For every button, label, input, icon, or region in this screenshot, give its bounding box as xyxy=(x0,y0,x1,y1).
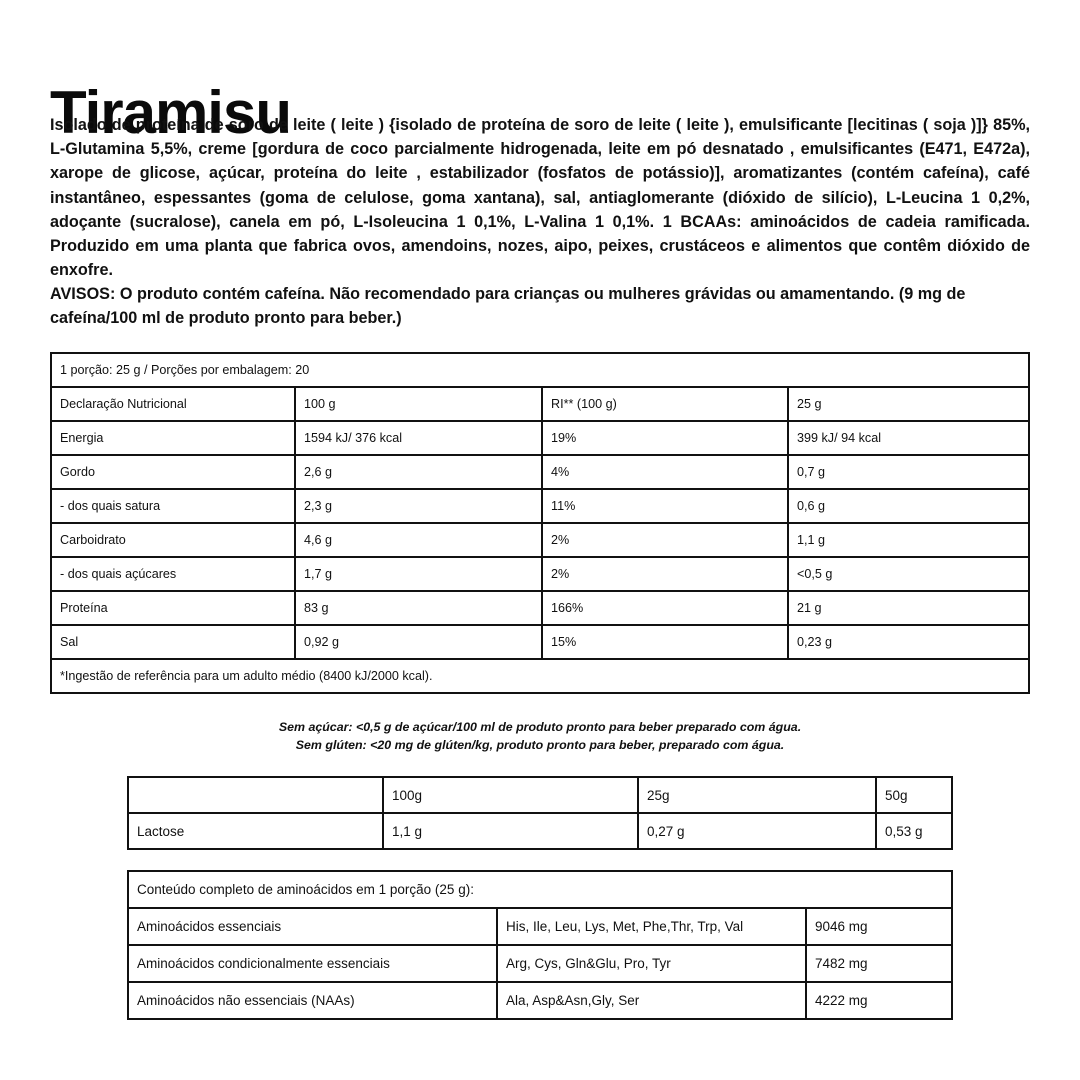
table-row xyxy=(128,813,952,849)
table-row xyxy=(51,489,1029,523)
product-title: Tiramisu xyxy=(50,79,291,147)
amino-caption-row xyxy=(128,871,952,908)
lactose-header-row xyxy=(128,777,952,813)
value-25g: 0,23 g xyxy=(788,625,1029,659)
serving-info: 1 porção: 25 g / Porções por embalagem: 20 xyxy=(51,353,1029,387)
nutrient-name: Energia xyxy=(51,421,295,455)
value-100g: 83 g xyxy=(295,591,542,625)
lactose-table xyxy=(127,776,953,850)
header-cell: 50g xyxy=(876,777,952,813)
value-25g: 0,7 g xyxy=(788,455,1029,489)
lactose-50g: 0,53 g xyxy=(876,813,952,849)
value-25g: 399 kJ/ 94 kcal xyxy=(788,421,1029,455)
lactose-100g: 1,1 g xyxy=(383,813,638,849)
gluten-free-note: Sem glúten: <20 mg de glúten/kg, produto pronto para beber, preparado com água. xyxy=(295,738,785,752)
table-row xyxy=(51,625,1029,659)
amino-list: Ala, Asp&Asn,Gly, Ser xyxy=(497,982,806,1019)
header-cell: Declaração Nutricional xyxy=(51,387,295,421)
value-ri: 11% xyxy=(542,489,788,523)
amino-amount: 4222 mg xyxy=(806,982,952,1019)
nutrient-name: Gordo xyxy=(51,455,295,489)
table-row xyxy=(51,523,1029,557)
table-row xyxy=(51,591,1029,625)
nutrient-name: Proteína xyxy=(51,591,295,625)
value-ri: 2% xyxy=(542,557,788,591)
value-100g: 2,3 g xyxy=(295,489,542,523)
lactose-label: Lactose xyxy=(128,813,383,849)
value-25g: <0,5 g xyxy=(788,557,1029,591)
serving-info-row xyxy=(51,353,1029,387)
value-25g: 0,6 g xyxy=(788,489,1029,523)
value-100g: 4,6 g xyxy=(295,523,542,557)
nutrient-name: Carboidrato xyxy=(51,523,295,557)
header-cell: 25 g xyxy=(788,387,1029,421)
value-25g: 1,1 g xyxy=(788,523,1029,557)
table-row xyxy=(51,557,1029,591)
header-cell: RI** (100 g) xyxy=(542,387,788,421)
table-row xyxy=(51,455,1029,489)
value-ri: 2% xyxy=(542,523,788,557)
ingredients-paragraph: Isolado de proteína de soro de leite ( leite ) {isolado de proteína de soro de leite ( leite ), emulsificante [lecitinas ( soja )]} 85%, L-Glutamina 5,5%, creme [gordura de coco parcialmente hidrogenada, leite em pó desnatado , emulsificantes (E471, E472a), xarope de glicose, açúcar, proteína do leite , estabilizador (fosfatos de potássio)], aromatizantes (contém cafeína), café instantâneo, espessantes (goma de celulose, goma xantana), sal, antiaglomerante (dióxido de silício), L-Leucina 1 0,2%, adoçante (sucralose), canela em pó, L-Isoleucina 1 0,1%, L-Valina 1 0,1%. 1 BCAAs: aminoácidos de cadeia ramificada. Produzido em uma planta que fabrica ovos, amendoins, nozes, aipo, peixes, crustáceos e alimentos que contêm dióxido de enxofre. xyxy=(50,116,1030,280)
value-100g: 1594 kJ/ 376 kcal xyxy=(295,421,542,455)
lactose-25g: 0,27 g xyxy=(638,813,876,849)
header-cell: 25g xyxy=(638,777,876,813)
sugar-free-note: Sem açúcar: <0,5 g de açúcar/100 ml de produto pronto para beber preparado com água. xyxy=(278,720,802,734)
value-100g: 0,92 g xyxy=(295,625,542,659)
value-ri: 15% xyxy=(542,625,788,659)
header-cell: 100 g xyxy=(295,387,542,421)
value-25g: 21 g xyxy=(788,591,1029,625)
table-row xyxy=(128,982,952,1019)
table-row xyxy=(51,421,1029,455)
table-row xyxy=(128,945,952,982)
nutrient-name: Sal xyxy=(51,625,295,659)
value-ri: 166% xyxy=(542,591,788,625)
nutrient-name: - dos quais satura xyxy=(51,489,295,523)
warnings-text: AVISOS: O produto contém cafeína. Não recomendado para crianças ou mulheres grávidas ou amamentando. (9 mg de cafeína/100 ml de produto pronto para beber.) xyxy=(50,285,966,328)
amino-category: Aminoácidos essenciais xyxy=(128,908,497,945)
amino-list: Arg, Cys, Gln&Glu, Pro, Tyr xyxy=(497,945,806,982)
claims-notes xyxy=(0,718,1080,754)
footnote-row xyxy=(51,659,1029,693)
nutrition-header-row xyxy=(51,387,1029,421)
header-cell xyxy=(128,777,383,813)
amino-amount: 9046 mg xyxy=(806,908,952,945)
value-ri: 4% xyxy=(542,455,788,489)
header-cell: 100g xyxy=(383,777,638,813)
amino-category: Aminoácidos não essenciais (NAAs) xyxy=(128,982,497,1019)
amino-caption: Conteúdo completo de aminoácidos em 1 porção (25 g): xyxy=(128,871,952,908)
nutrient-name: - dos quais açúcares xyxy=(51,557,295,591)
ingredients-text xyxy=(50,113,1030,282)
value-100g: 2,6 g xyxy=(295,455,542,489)
amino-amount: 7482 mg xyxy=(806,945,952,982)
amino-list: His, Ile, Leu, Lys, Met, Phe,Thr, Trp, Val xyxy=(497,908,806,945)
value-100g: 1,7 g xyxy=(295,557,542,591)
amino-acid-table xyxy=(127,870,953,1020)
amino-category: Aminoácidos condicionalmente essenciais xyxy=(128,945,497,982)
reference-intake-footnote: *Ingestão de referência para um adulto médio (8400 kJ/2000 kcal). xyxy=(51,659,1029,693)
value-ri: 19% xyxy=(542,421,788,455)
table-row xyxy=(128,908,952,945)
nutrition-table xyxy=(50,352,1030,694)
